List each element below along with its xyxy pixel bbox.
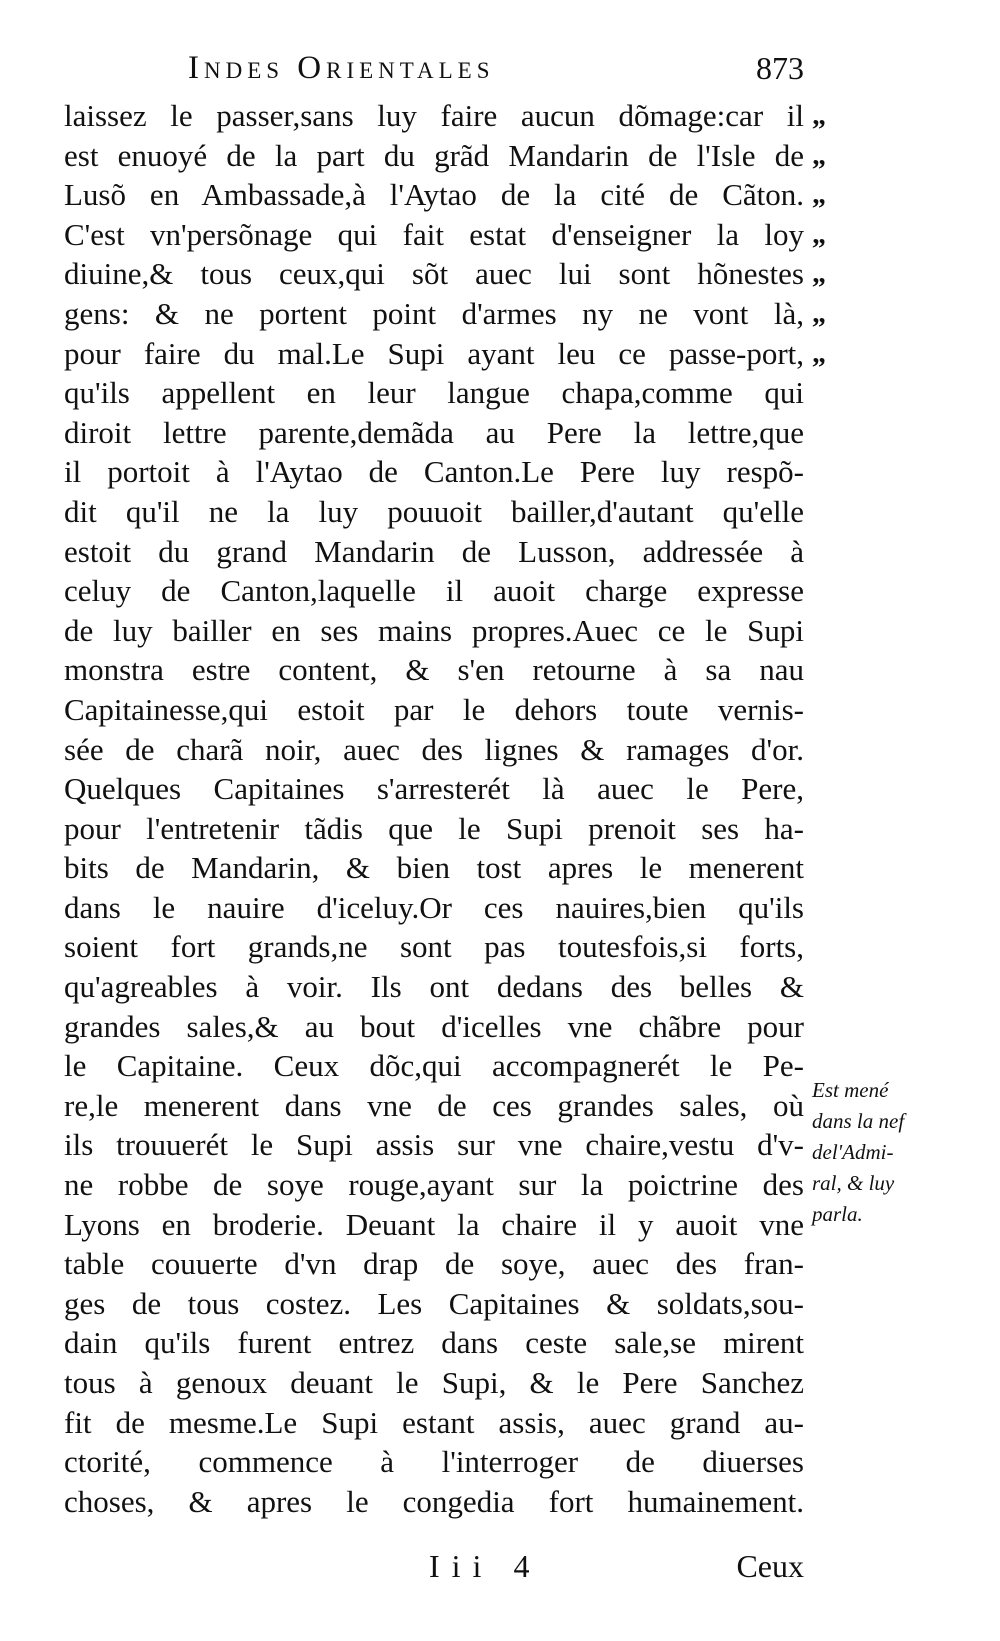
quote-mark: „: [812, 218, 826, 250]
text-line: sée de charã noir, auec des lignes & ramages d'or.: [64, 731, 804, 767]
text-line: re,le menerent dans vne de ces grandes sales, où: [64, 1087, 804, 1123]
quote-mark: „: [812, 337, 826, 369]
text-line: de luy bailler en ses mains propres.Auec ce le Supi: [64, 612, 804, 648]
text-line: est enuoyé de la part du grãd Mandarin de l'Isle de: [64, 137, 804, 173]
text-line: bits de Mandarin, & bien tost apres le menerent: [64, 850, 804, 886]
quotation-marks: [812, 96, 842, 373]
text-line: qu'ils appellent en leur langue chapa,comme qui: [64, 375, 804, 411]
text-line: C'est vn'persõnage qui fait estat d'enseigner la loy: [64, 216, 804, 252]
text-line: diroit lettre parente,demãda au Pere la lettre,que: [64, 414, 804, 450]
quote-mark: „: [812, 258, 826, 290]
text-line: choses, & apres le congedia fort humainement.: [64, 1483, 804, 1519]
text-line: Lyons en broderie. Deuant la chaire il y auoit vne: [64, 1206, 804, 1242]
text-line: il portoit à l'Aytao de Canton.Le Pere luy respõ-: [64, 454, 804, 490]
text-line: estoit du grand Mandarin de Lusson, addressée à: [64, 533, 804, 569]
text-line: soient fort grands,ne sont pas toutesfois,si forts,: [64, 929, 804, 965]
page-footer: [64, 1548, 804, 1598]
page-number: 873: [756, 50, 804, 86]
text-line: monstra estre content, & s'en retourne à sa nau: [64, 652, 804, 688]
text-line: gens: & ne portent point d'armes ny ne vont là,: [64, 295, 804, 331]
text-line: le Capitaine. Ceux dõc,qui accompagnerét le Pe-: [64, 1048, 804, 1084]
text-line: Quelques Capitaines s'arresterét là auec le Pere,: [64, 771, 804, 807]
text-line: fit de mesme.Le Supi estant assis, auec grand au-: [64, 1404, 804, 1440]
text-line: pour faire du mal.Le Supi ayant leu ce passe-port,: [64, 335, 804, 371]
text-line: dans le nauire d'iceluy.Or ces nauires,bien qu'ils: [64, 889, 804, 925]
running-title: Indes Orientales: [188, 50, 495, 86]
text-line: ctorité, commence à l'interroger de diuerses: [64, 1444, 804, 1480]
quote-mark: „: [812, 100, 826, 131]
text-line: pour l'entretenir tãdis que le Supi prenoit ses ha-: [64, 810, 804, 846]
text-line: ils trouuerét le Supi assis sur vne chaire,vestu d'v-: [64, 1127, 804, 1163]
text-line: qu'agreables à voir. Ils ont dedans des belles &: [64, 969, 804, 1005]
signature-mark: Iii 4: [429, 1548, 542, 1584]
marginal-note: Est mené dans la nef del'Admi- ral, & luy parla.: [812, 1078, 905, 1226]
catchword: Ceux: [736, 1548, 804, 1584]
text-line: table couuerte d'vn drap de soye, auec des fran-: [64, 1246, 804, 1282]
quote-mark: „: [812, 139, 826, 171]
text-line: grandes sales,& au bout d'icelles vne chãbre pour: [64, 1008, 804, 1044]
text-line: dit qu'il ne la luy pouuoit bailler,d'autant qu'elle: [64, 493, 804, 529]
body-text: [64, 96, 804, 1521]
text-line: tous à genoux deuant le Supi, & le Pere Sanchez: [64, 1365, 804, 1400]
text-line: ne robbe de soye rouge,ayant sur la poictrine des: [64, 1167, 804, 1203]
text-line: dain qu'ils furent entrez dans ceste sale,se mirent: [64, 1325, 804, 1361]
text-line: diuine,& tous ceux,qui sõt auec lui sont hõnestes: [64, 256, 804, 292]
text-line: ges de tous costez. Les Capitaines & soldats,sou-: [64, 1285, 804, 1321]
page-header: [64, 50, 804, 98]
text-line: laissez le passer,sans luy faire aucun dõmage:car il: [64, 98, 804, 133]
text-line: Lusõ en Ambassade,à l'Aytao de la cité de Cãton.: [64, 177, 804, 213]
quote-mark: „: [812, 179, 826, 211]
text-line: Capitainesse,qui estoit par le dehors toute vernis-: [64, 691, 804, 727]
text-line: celuy de Canton,laquelle il auoit charge expresse: [64, 573, 804, 609]
quote-mark: „: [812, 297, 826, 329]
